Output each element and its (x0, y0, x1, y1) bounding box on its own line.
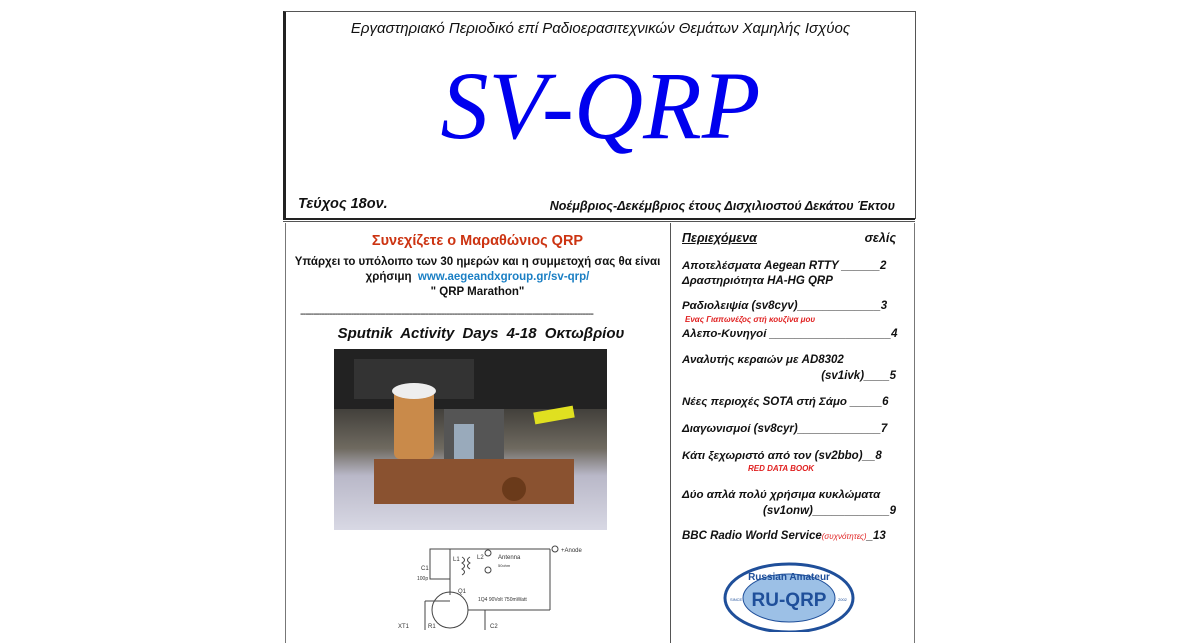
label-c1: C1 (421, 566, 429, 572)
toc-header (682, 230, 896, 246)
toc-item[interactable]: Αναλυτής κεραιών με AD8302 (682, 354, 844, 366)
toc-note: RED DATA BOOK (748, 464, 815, 473)
toc-item[interactable]: Κάτι ξεχωριστό από τον (sv2bbo)__8 (682, 450, 882, 462)
marathon-quote: " QRP Marathon" (430, 286, 525, 298)
toc-item[interactable]: (sv1ivk)____5 (821, 370, 896, 382)
toc-pages-label: σελίς (864, 231, 896, 245)
toc-item[interactable]: Δύο απλά πολύ χρήσιμα κυκλώματα (682, 489, 881, 501)
logo-since: SINCE (730, 597, 743, 602)
sputnik-heading: Sputnik Activity Days 4-18 Οκτωβρίου (337, 325, 625, 342)
logo-year: 2002 (838, 597, 847, 602)
label-antenna: Antenna (498, 555, 521, 561)
marathon-body: Υπάρχει το υπόλοιπο των 30 ημερών και η συμμετοχή σας θα είναι χρήσιμη (294, 256, 661, 283)
toc-item[interactable]: Ραδιολειψία (sv8cyv)_____________3 (682, 300, 888, 312)
logo-center-text: RU-QRP (751, 590, 827, 611)
issue-date: Νοέμβριος-Δεκέμβριος έτους Δισχιλιοστού Δεκάτου Έκτου (549, 199, 895, 213)
label-c2: C2 (490, 624, 498, 630)
toc-item-label: BBC Radio World Service (682, 530, 822, 542)
ru-qrp-logo (722, 562, 856, 632)
divider (283, 218, 915, 220)
toc-item[interactable]: Διαγωνισμοί (sv8cyr)_____________7 (682, 423, 888, 435)
toc-note: (συχνότητες) (821, 532, 867, 541)
toc-item[interactable]: Νέες περιοχές SOTA στή Σάμο _____6 (682, 396, 889, 408)
label-r1: R1 (428, 624, 436, 630)
logo-top-text: Russian Amateur (748, 572, 830, 583)
label-q1: Q1 (458, 589, 467, 595)
label-c1-value: 100p (417, 576, 429, 582)
toc-item[interactable]: Δραστηριότητα HA-HG QRP (682, 275, 833, 287)
photo-illustration (334, 349, 607, 530)
toc-item[interactable]: Αποτελέσματα Aegean RTTY ______2 (682, 260, 887, 272)
divider (283, 221, 915, 222)
column-divider (670, 223, 671, 643)
schematic-diagram (380, 535, 650, 630)
masthead-box (283, 11, 916, 219)
label-ohm: 50ohm (498, 563, 511, 568)
label-anode: +Anode (561, 548, 582, 554)
marathon-heading: Συνεχίζετε ο Μαραθώνιος QRP (371, 233, 584, 249)
toc-item[interactable]: Αλεπο-Κυνηγοί ___________________4 (682, 328, 898, 340)
marathon-link[interactable]: www.aegeandxgroup.gr/sv-qrp/ (417, 271, 590, 283)
toc-title: Περιεχόμενα (682, 231, 757, 245)
dashed-separator: -------------------------------------------------------------------------------------------------------------- (300, 308, 593, 320)
label-l1: L1 (453, 557, 460, 563)
toc-item[interactable] (682, 529, 896, 544)
label-xt1: XT1 (398, 624, 410, 630)
marathon-text (285, 255, 670, 303)
label-l2: L2 (477, 555, 484, 561)
toc-item[interactable]: (sv1onw)____________9 (763, 505, 896, 517)
toc-item-page: _13 (866, 530, 886, 542)
toc-note: Ενας Γιαπωνέζος στή κουζίνα μου (685, 315, 816, 324)
transmitter-photo (334, 349, 607, 530)
label-tube: 1Q4 90Volt 750mWatt (478, 597, 527, 603)
issue-number: Τεύχος 18ον. (298, 196, 388, 212)
magazine-title: SV-QRP (440, 52, 761, 159)
magazine-subtitle: Εργαστηριακό Περιοδικό επί Ραδιοερασιτεχνικών Θεμάτων Χαμηλής Ισχύος (350, 20, 851, 37)
